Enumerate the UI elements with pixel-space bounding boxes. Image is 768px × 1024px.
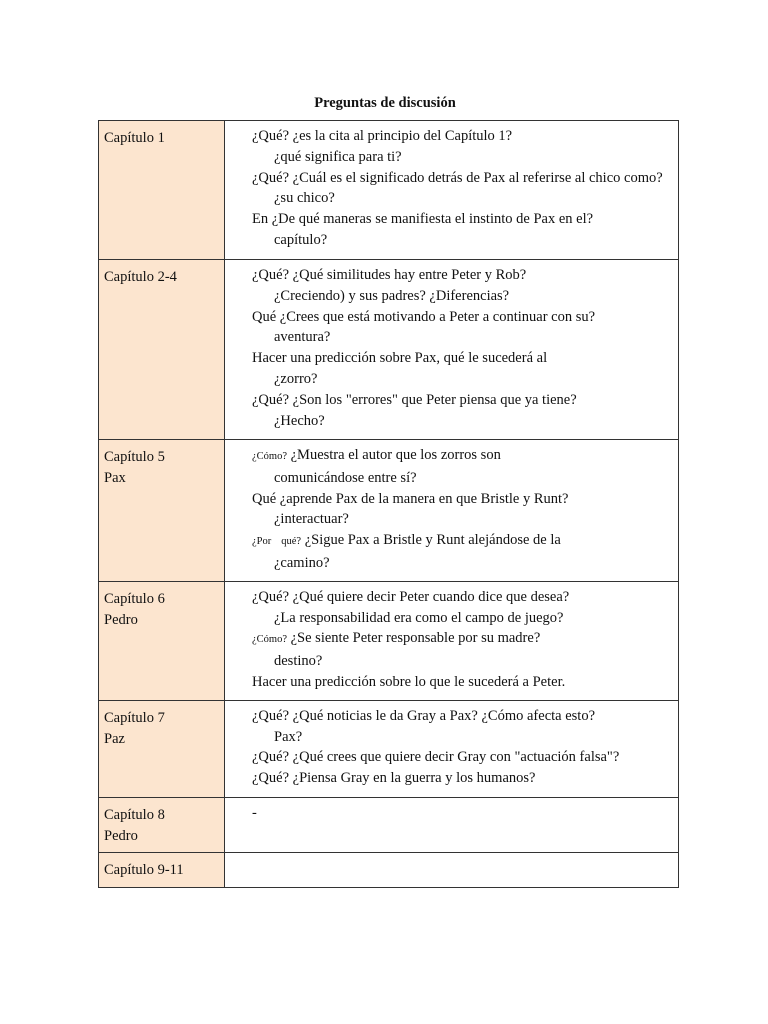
table-row — [99, 121, 679, 260]
question-text: ¿Qué noticias le da Gray a Pax? ¿Cómo afecta esto? — [289, 707, 596, 724]
chapter-subtitle: Pedro — [104, 611, 138, 628]
question-line — [252, 348, 672, 369]
question-line — [252, 307, 672, 328]
question-line — [252, 587, 672, 608]
table-row — [99, 440, 679, 582]
chapter-label: Capítulo 5 — [104, 449, 165, 465]
questions-cell — [225, 260, 679, 440]
empty-dash: - — [252, 804, 257, 821]
questions-cell — [225, 700, 679, 797]
question-prefix: ¿Qué? — [252, 770, 290, 787]
page-title: Preguntas de discusión — [314, 95, 456, 111]
question-item — [252, 628, 672, 672]
question-continuation: ¿Hecho? — [274, 412, 325, 429]
question-line — [252, 390, 672, 411]
question-prefix: ¿Cómo? — [252, 451, 287, 462]
question-item — [252, 307, 672, 349]
question-item — [252, 209, 672, 251]
question-continuation: ¿La responsabilidad era como el campo de juego? — [274, 609, 564, 626]
question-text: ¿Se siente Peter responsable por su madre? — [287, 630, 541, 647]
question-item — [252, 126, 672, 168]
chapter-label: Capítulo 1 — [104, 130, 165, 146]
question-continuation: Pax? — [274, 728, 303, 745]
question-prefix-second: qué? — [281, 536, 302, 548]
question-line — [252, 126, 672, 147]
question-text: ¿Piensa Gray en la guerra y los humanos? — [289, 770, 536, 787]
questions-cell — [225, 121, 679, 260]
question-prefix: Hacer — [252, 350, 287, 367]
question-prefix: Qué — [252, 308, 277, 325]
question-line — [252, 445, 672, 468]
question-line — [252, 265, 672, 286]
question-prefix: ¿Qué? — [252, 749, 290, 766]
question-text: ¿Qué crees que quiere decir Gray con "actuación falsa"? — [289, 749, 620, 766]
question-continuation: ¿interactuar? — [274, 511, 349, 528]
chapter-label: Capítulo 2-4 — [104, 269, 177, 285]
question-line — [252, 672, 672, 693]
question-continuation: destino? — [274, 653, 323, 670]
chapter-cell — [99, 440, 225, 582]
question-item — [252, 168, 672, 210]
question-continuation: ¿su chico? — [274, 190, 335, 207]
chapter-subtitle: Pedro — [104, 827, 138, 844]
question-text: una predicción sobre Pax, qué le sucederá al — [286, 350, 548, 367]
questions-cell — [225, 797, 679, 852]
question-continuation: ¿qué significa para ti? — [274, 148, 402, 165]
question-prefix: ¿Qué? — [252, 128, 290, 144]
discussion-table — [98, 120, 679, 888]
question-item — [252, 530, 672, 574]
table-row — [99, 852, 679, 887]
table-row — [99, 797, 679, 852]
question-item — [252, 348, 672, 390]
question-continuation: aventura? — [274, 329, 331, 346]
table-body — [99, 121, 679, 888]
question-item — [252, 489, 672, 531]
question-line — [252, 489, 672, 510]
question-item — [252, 672, 672, 693]
question-item — [252, 768, 672, 789]
question-text: ¿Qué similitudes hay entre Peter y Rob? — [289, 267, 527, 283]
question-continuation: ¿zorro? — [274, 370, 318, 387]
question-text: ¿aprende Pax de la manera en que Bristle y Runt? — [276, 490, 569, 507]
question-item — [252, 706, 672, 748]
chapter-subtitle: Pax — [104, 469, 126, 486]
questions-cell — [225, 581, 679, 700]
question-text: una predicción sobre lo que le sucederá a Peter. — [286, 673, 566, 690]
question-prefix: Hacer — [252, 673, 287, 690]
question-line — [252, 209, 672, 230]
chapter-cell — [99, 121, 225, 260]
question-line — [252, 768, 672, 789]
question-item — [252, 445, 672, 489]
question-continuation: ¿Creciendo) y sus padres? ¿Diferencias? — [274, 287, 510, 304]
table-row — [99, 260, 679, 440]
question-text: ¿Crees que está motivando a Peter a continuar con su? — [276, 308, 596, 325]
question-text: ¿Cuál es el significado detrás de Pax al referirse al chico como? — [289, 169, 663, 186]
question-line — [252, 747, 672, 768]
question-prefix: ¿Qué? — [252, 588, 290, 605]
question-text: ¿Sigue Pax a Bristle y Runt alejándose de la — [301, 532, 561, 549]
question-prefix: Qué — [252, 490, 277, 507]
question-prefix: ¿Cómo? — [252, 634, 287, 646]
question-line — [252, 168, 672, 189]
chapter-cell — [99, 581, 225, 700]
chapter-cell — [99, 260, 225, 440]
table-row — [99, 581, 679, 700]
question-line — [252, 628, 672, 651]
question-prefix: ¿Qué? — [252, 169, 290, 186]
question-item — [252, 265, 672, 307]
question-line — [252, 530, 672, 553]
question-item — [252, 587, 672, 629]
question-continuation: ¿camino? — [274, 554, 330, 571]
chapter-label: Capítulo 6 — [104, 590, 165, 607]
question-text: ¿Muestra el autor que los zorros son — [287, 447, 501, 463]
question-text: ¿es la cita al principio del Capítulo 1? — [289, 128, 513, 144]
chapter-label: Capítulo 8 — [104, 806, 165, 823]
question-prefix: ¿Qué? — [252, 267, 290, 283]
question-continuation: capítulo? — [274, 231, 328, 248]
question-continuation: comunicándose entre sí? — [274, 469, 417, 486]
questions-cell — [225, 440, 679, 582]
question-text: ¿Qué quiere decir Peter cuando dice que desea? — [289, 588, 570, 605]
question-prefix: ¿Qué? — [252, 391, 290, 408]
questions-cell — [225, 852, 679, 887]
question-item — [252, 390, 672, 432]
question-prefix: ¿Por — [252, 536, 272, 548]
question-text: ¿Son los "errores" que Peter piensa que ya tiene? — [289, 391, 577, 408]
chapter-cell — [99, 700, 225, 797]
question-prefix: ¿Qué? — [252, 707, 290, 724]
chapter-subtitle: Paz — [104, 730, 125, 747]
chapter-label: Capítulo 7 — [104, 709, 165, 726]
question-item — [252, 747, 672, 768]
question-text: ¿De qué maneras se manifiesta el instinto de Pax en el? — [268, 211, 594, 228]
question-line — [252, 706, 672, 727]
chapter-cell — [99, 797, 225, 852]
chapter-label: Capítulo 9-11 — [104, 861, 184, 878]
chapter-cell — [99, 852, 225, 887]
question-prefix: En — [252, 211, 269, 228]
table-row — [99, 700, 679, 797]
